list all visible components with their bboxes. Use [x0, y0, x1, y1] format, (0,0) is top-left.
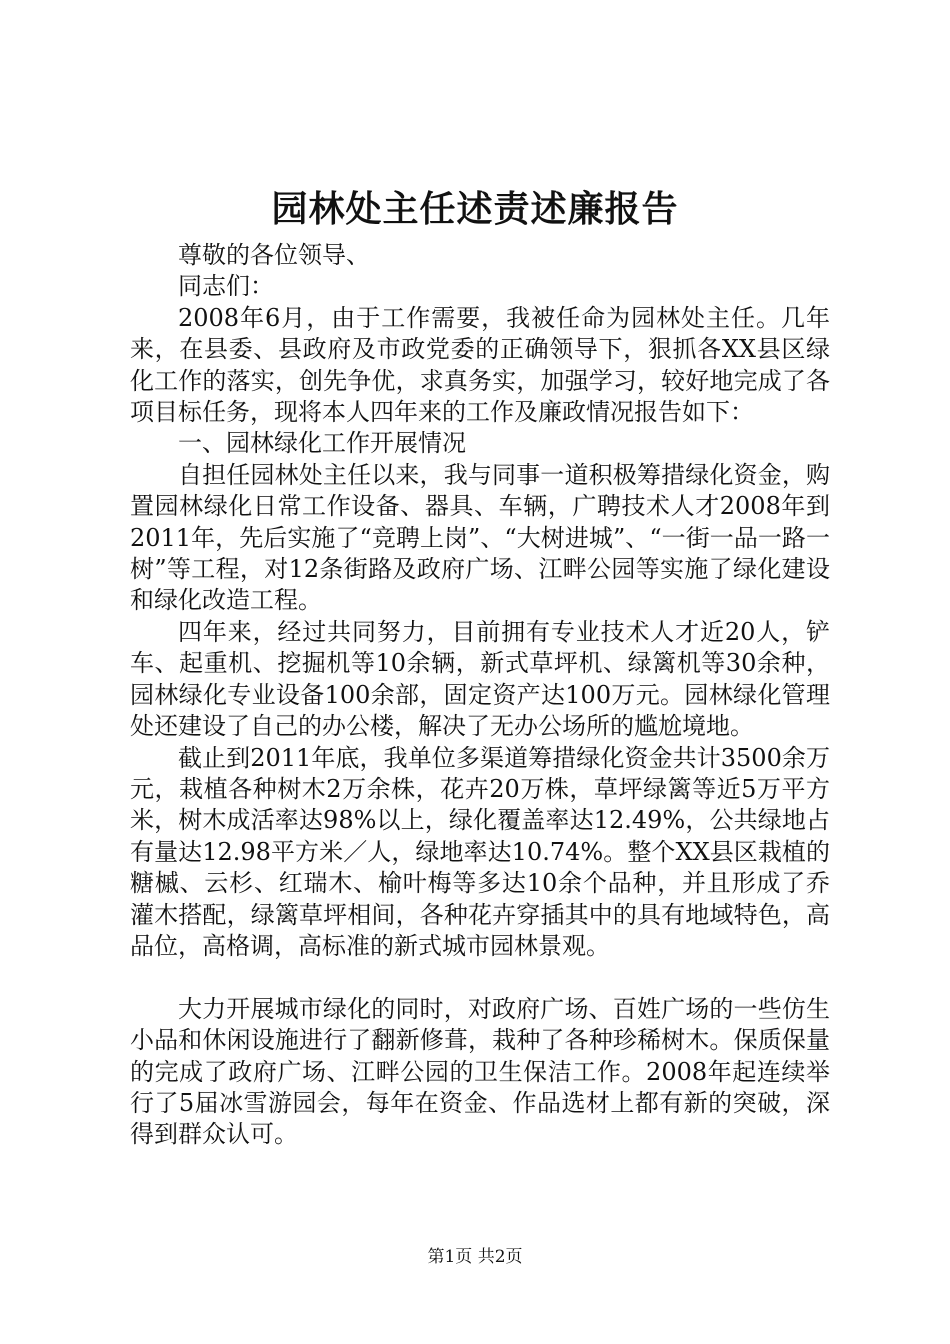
body-paragraph-4: 大力开展城市绿化的同时，对政府广场、百姓广场的一些仿生小品和休闲设施进行了翻新修葺，栽种了各种珍稀树木。保质保量的完成了政府广场、江畔公园的卫生保洁工作。2008年起连续举行了5届冰雪游园会，每年在资金、作品选材上都有新的突破，深得到群众认可。 [130, 994, 830, 1149]
page-footer: 第1页 共2页 [427, 1247, 523, 1267]
document-title: 园林处主任述责述廉报告 [271, 188, 679, 230]
intro-paragraph: 2008年6月，由于工作需要，我被任命为园林处主任。几年来，在县委、县政府及市政党委的正确领导下，狠抓各XX县区绿化工作的落实，创先争优，求真务实，加强学习，较好地完成了各项目标任务，现将本人四年来的工作及廉政情况报告如下： [130, 303, 830, 427]
body-paragraph-3: 截止到2011年底，我单位多渠道筹措绿化资金共计3500余万元，栽植各种树木2万余株，花卉20万株，草坪绿篱等近5万平方米，树木成活率达98%以上，绿化覆盖率达12.49%，公共绿地占有量达12.98平方米／人，绿地率达10.74%。整个XX县区栽植的糖槭、云杉、红瑞木、榆叶梅等多达10余个品种，并且形成了乔灌木搭配，绿篱草坪相间，各种花卉穿插其中的具有地域特色，高品位，高格调，高标准的新式城市园林景观。 [130, 743, 830, 960]
body-paragraph-2: 四年来，经过共同努力，目前拥有专业技术人才近20人，铲车、起重机、挖掘机等10余辆，新式草坪机、绿篱机等30余种，园林绿化专业设备100余部，固定资产达100万元。园林绿化管理处还建设了自己的办公楼，解决了无办公场所的尴尬境地。 [130, 617, 830, 741]
body-paragraph-1: 自担任园林处主任以来，我与同事一道积极筹措绿化资金，购置园林绿化日常工作设备、器具、车辆，广聘技术人才2008年到2011年，先后实施了“竞聘上岗”、“大树进城”、“一街一品一路一树”等工程，对12条街路及政府广场、江畔公园等实施了绿化建设和绿化改造工程。 [130, 460, 830, 615]
salutation-line-2: 同志们： [178, 272, 274, 301]
document-body [130, 240, 830, 1151]
section-heading: 一、园林绿化工作开展情况 [178, 429, 466, 458]
salutation-line-1: 尊敬的各位领导、 [178, 241, 370, 269]
